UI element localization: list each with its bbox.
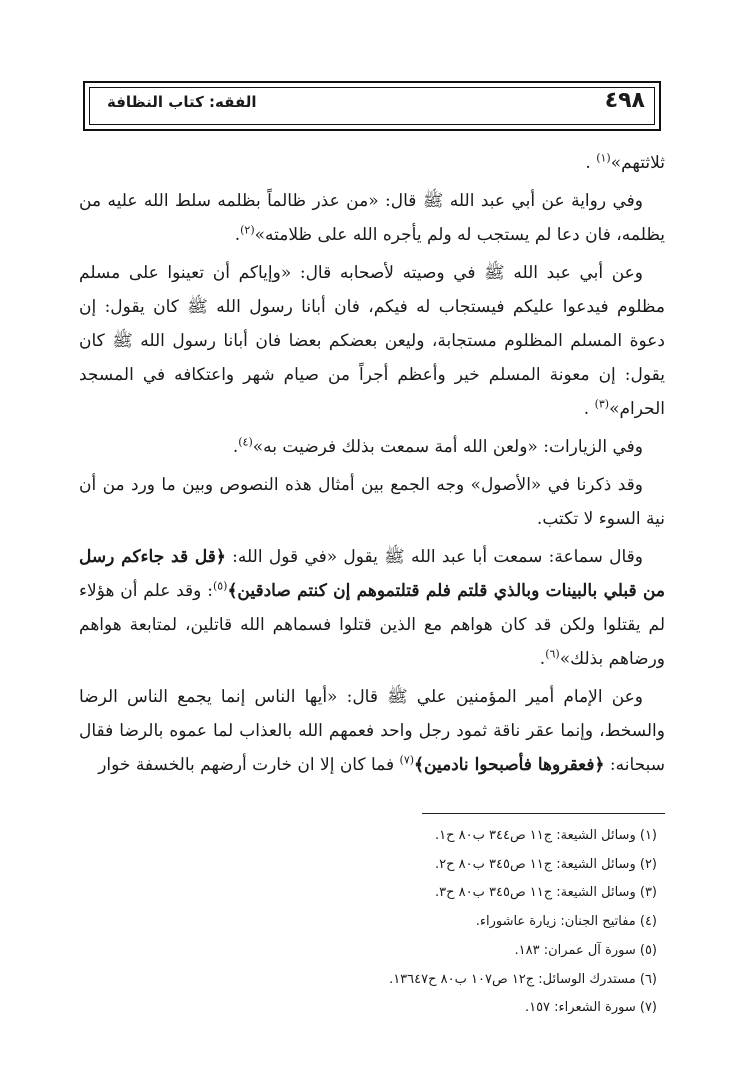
footnote-marker: (١) <box>596 151 611 165</box>
text-segment: . <box>234 225 241 245</box>
quran-verse: ﴿قل قد جاءكم رسل من قبلي بالبينات وبالذي قلتم فلم قتلتموهم إن كنتم صادقين﴾ <box>79 547 665 601</box>
running-header <box>83 81 661 131</box>
quran-verse: ﴿فعقروها فأصبحوا نادمين﴾ <box>414 755 605 775</box>
footnote-marker: (٥) <box>212 579 228 593</box>
paragraph <box>79 184 665 252</box>
text-segment: وعن الإمام أمير المؤمنين علي ﷺ قال: «أيها الناس إنما يجمع الناس الرضا والسخط، وإنما عقر ناقة ثمود رجل واحد فعمهم الله بالعذاب لما عموه بالرضا فقال سبحانه: <box>79 687 665 775</box>
footnote-marker: (٣) <box>594 397 610 411</box>
text-segment: وعن أبي عبد الله ﷺ في وصيته لأصحابه قال: «وإياكم أن تعينوا على مسلم مظلوم فيدعوا عليكم فيستجاب له فيكم، فان أبانا رسول الله ﷺ كان يقول: إن دعوة المسلم المظلوم مستجابة، وليعن بعضكم بعضا فان أبانا رسول الله ﷺ كان يقول: إن معونة المسلم خير وأعظم أجراً من صيام شهر واعتكافه في المسجد الحرام» <box>79 263 665 419</box>
footnote: (٢) وسائل الشيعة: ج١١ ص٣٤٥ ب٨٠ ح٢. <box>434 856 657 872</box>
footnote-marker: (٦) <box>545 647 560 661</box>
text-segment: . <box>583 399 595 419</box>
footnote: (٥) سورة آل عمران: ١٨٣. <box>514 942 657 958</box>
running-title: الفقه: كتاب النظافة <box>107 93 257 111</box>
footnote: (٣) وسائل الشيعة: ج١١ ص٣٤٥ ب٨٠ ح٣. <box>434 885 657 901</box>
text-segment: ثلاثتهم» <box>610 153 665 173</box>
text-segment: وفي رواية عن أبي عبد الله ﷺ قال: «من عذر ظالماً بظلمه سلط الله عليه من يظلمه، فان دعا لم يستجب له ولم يأجره الله على ظلامته» <box>79 191 665 245</box>
text-segment: وفي الزيارات: «ولعن الله أمة سمعت بذلك فرضيت به» <box>252 437 643 457</box>
text-segment: وقد ذكرنا في «الأصول» وجه الجمع بين أمثال هذه النصوص وبين ما ورد من أن نية السوء لا تكتب. <box>79 475 665 529</box>
text-segment: . <box>232 437 239 457</box>
footnotes-list <box>79 822 665 1023</box>
footnote: (٤) مفاتيح الجنان: زيارة عاشوراء. <box>475 914 657 930</box>
body-text <box>79 146 665 782</box>
text-segment: وقال سماعة: سمعت أبا عبد الله ﷺ يقول «في قول الله: <box>225 547 644 567</box>
paragraph <box>79 468 665 536</box>
text-segment: فما كان إلا ان خارت أرضهم بالخسفة خوار <box>98 755 400 775</box>
paragraph <box>79 540 665 676</box>
footnote-separator <box>422 813 665 814</box>
footnote-marker: (٢) <box>240 223 255 237</box>
paragraph <box>79 146 665 180</box>
text-segment: . <box>585 153 597 173</box>
paragraph <box>79 680 665 782</box>
paragraph <box>79 430 665 464</box>
page-number: ٤٩٨ <box>604 88 645 113</box>
footnote: (٧) سورة الشعراء: ١٥٧. <box>524 1000 657 1016</box>
footnote-marker: (٤) <box>238 435 253 449</box>
paragraph <box>79 256 665 426</box>
footnote: (٦) مستدرك الوسائل: ج١٢ ص١٠٧ ب٨٠ ح١٣٦٤٧. <box>389 971 657 987</box>
text-segment: . <box>539 649 546 669</box>
footnote: (١) وسائل الشيعة: ج١١ ص٣٤٤ ب٨٠ ح١. <box>434 828 657 843</box>
footnote-marker: (٧) <box>399 753 415 767</box>
text-segment: : وقد علم أن هؤلاء لم يقتلوا ولكن قد كان هواهم مع الذين قتلوا فسماهم الله قاتلين، لمتابعة هواهم ورضاهم بذلك» <box>79 581 665 669</box>
